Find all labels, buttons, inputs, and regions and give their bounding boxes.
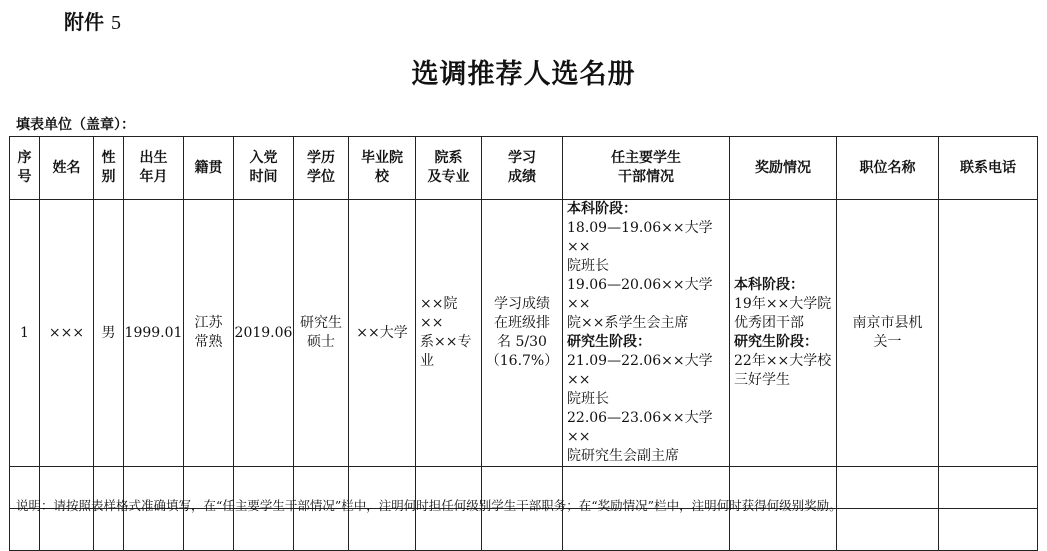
column-header	[184, 137, 234, 200]
footnote: 说明：请按照表样格式准确填写，在“任主要学生干部情况”栏中，注明何时担任何级别学生干部职务；在“奖励情况”栏中，注明何时获得何级别奖励。	[16, 498, 842, 513]
cadre-line: 22.06—23.06××大学××	[567, 410, 713, 445]
column-header-line-1: 职位名称	[859, 159, 916, 176]
column-header-line-1: 性	[101, 150, 116, 166]
column-header	[482, 137, 563, 200]
column-header-line-1: 任主要学生	[611, 150, 681, 166]
score-line-4: （16.7%）	[485, 353, 559, 369]
column-header-line-1: 院系	[434, 150, 463, 166]
empty-cell[interactable]	[40, 509, 94, 551]
column-header	[730, 137, 837, 200]
attachment-label	[64, 6, 121, 35]
column-header-line-1: 联系电话	[960, 159, 1016, 176]
cell-birth[interactable]: 1999.01	[124, 200, 184, 467]
column-header	[10, 137, 40, 200]
column-header-line-2: 年月	[139, 169, 168, 185]
column-header	[124, 137, 184, 200]
empty-cell[interactable]	[837, 509, 939, 551]
empty-cell[interactable]	[349, 509, 416, 551]
cadre-line: 院班长	[567, 391, 609, 407]
column-header-line-1: 奖励情况	[755, 159, 811, 176]
position-line-2: 关一	[873, 334, 902, 350]
empty-cell[interactable]	[10, 509, 40, 551]
cell-name[interactable]: ×××	[40, 200, 94, 467]
cell-awards[interactable]	[730, 200, 837, 467]
column-header-line-2: 号	[17, 169, 32, 185]
major-line-1: ××院××	[420, 296, 458, 331]
cell-major[interactable]	[416, 200, 482, 467]
empty-cell[interactable]	[184, 509, 234, 551]
column-header	[837, 137, 939, 200]
column-header-line-2: 学位	[307, 169, 335, 185]
cadre-line: 院班长	[567, 258, 609, 274]
cadre-line: 21.09—22.06××大学××	[567, 353, 713, 388]
degree-line-1: 研究生	[300, 315, 342, 331]
awards-line: 本科阶段：	[734, 277, 804, 293]
cell-phone[interactable]	[939, 200, 1038, 467]
cadre-line: 研究生阶段：	[567, 334, 651, 350]
cell-native-place[interactable]	[184, 200, 234, 467]
fill-unit-label: 填表单位（盖章）：	[16, 117, 135, 133]
native-line-1: 江苏	[194, 315, 223, 331]
column-header-line-1: 姓名	[52, 159, 81, 176]
table-row	[10, 200, 1038, 467]
awards-line: 三好学生	[734, 372, 790, 388]
score-line-1: 学习成绩	[494, 296, 550, 312]
cadre-line: 院研究生会副主席	[567, 448, 679, 464]
column-header-line-2: 别	[101, 169, 116, 185]
column-header-line-2: 干部情况	[618, 169, 674, 185]
column-header	[40, 137, 94, 200]
empty-cell[interactable]	[416, 509, 482, 551]
awards-line: 研究生阶段：	[734, 334, 818, 350]
empty-cell[interactable]	[939, 467, 1038, 509]
candidate-roster-table	[9, 136, 1038, 551]
column-header-line-1: 毕业院	[361, 150, 403, 166]
column-header-line-2: 成绩	[508, 169, 536, 185]
column-header-line-1: 学历	[307, 150, 335, 166]
column-header	[234, 137, 294, 200]
major-line-2: 系××专	[420, 334, 472, 350]
column-header	[94, 137, 124, 200]
empty-cell[interactable]	[939, 509, 1038, 551]
cell-score[interactable]	[482, 200, 563, 467]
cadre-line: 18.09—19.06××大学××	[567, 220, 713, 255]
awards-line: 优秀团干部	[734, 315, 804, 331]
cadre-line: 本科阶段：	[567, 201, 637, 217]
position-line-1: 南京市县机	[852, 315, 923, 331]
cadre-line: 院××系学生会主席	[567, 315, 689, 331]
empty-cell[interactable]	[234, 509, 294, 551]
empty-cell[interactable]	[94, 509, 124, 551]
page-title: 选调推荐人选名册	[411, 59, 636, 90]
cell-seq[interactable]: 1	[10, 200, 40, 467]
column-header-line-2: 校	[375, 169, 389, 185]
column-header-line-1: 序	[17, 150, 32, 166]
empty-cell[interactable]	[563, 509, 730, 551]
attachment-text: 附件	[64, 10, 104, 34]
column-header	[563, 137, 730, 200]
column-header-line-1: 出生	[139, 150, 168, 166]
empty-cell[interactable]	[837, 467, 939, 509]
awards-line: 22年××大学校	[734, 353, 832, 369]
empty-cell[interactable]	[294, 509, 349, 551]
empty-row	[10, 509, 1038, 551]
cadre-line: 19.06—20.06××大学××	[567, 277, 713, 312]
empty-cell[interactable]	[730, 509, 837, 551]
major-line-3: 业	[420, 353, 434, 369]
column-header-line-2: 及专业	[427, 169, 470, 185]
header-row	[10, 137, 1038, 200]
awards-line: 19年××大学院	[734, 296, 832, 312]
score-line-3: 名 5/30	[497, 334, 547, 350]
column-header-line-1: 籍贯	[194, 159, 223, 176]
attachment-number: 5	[110, 12, 121, 34]
cell-position[interactable]	[837, 200, 939, 467]
empty-cell[interactable]	[124, 509, 184, 551]
column-header-line-2: 时间	[249, 169, 278, 185]
score-line-2: 在班级排	[494, 315, 550, 331]
column-header	[294, 137, 349, 200]
column-header	[349, 137, 416, 200]
column-header-line-1: 入党	[249, 150, 278, 166]
column-header-line-1: 学习	[508, 150, 536, 166]
cell-party-date[interactable]: 2019.06	[234, 200, 294, 467]
cell-degree[interactable]	[294, 200, 349, 467]
column-header	[416, 137, 482, 200]
cell-school[interactable]: ××大学	[349, 200, 416, 467]
empty-cell[interactable]	[482, 509, 563, 551]
cell-gender[interactable]: 男	[94, 200, 124, 467]
native-line-2: 常熟	[194, 334, 223, 350]
column-header	[939, 137, 1038, 200]
degree-line-2: 硕士	[307, 334, 335, 350]
cell-cadre[interactable]	[563, 200, 730, 467]
